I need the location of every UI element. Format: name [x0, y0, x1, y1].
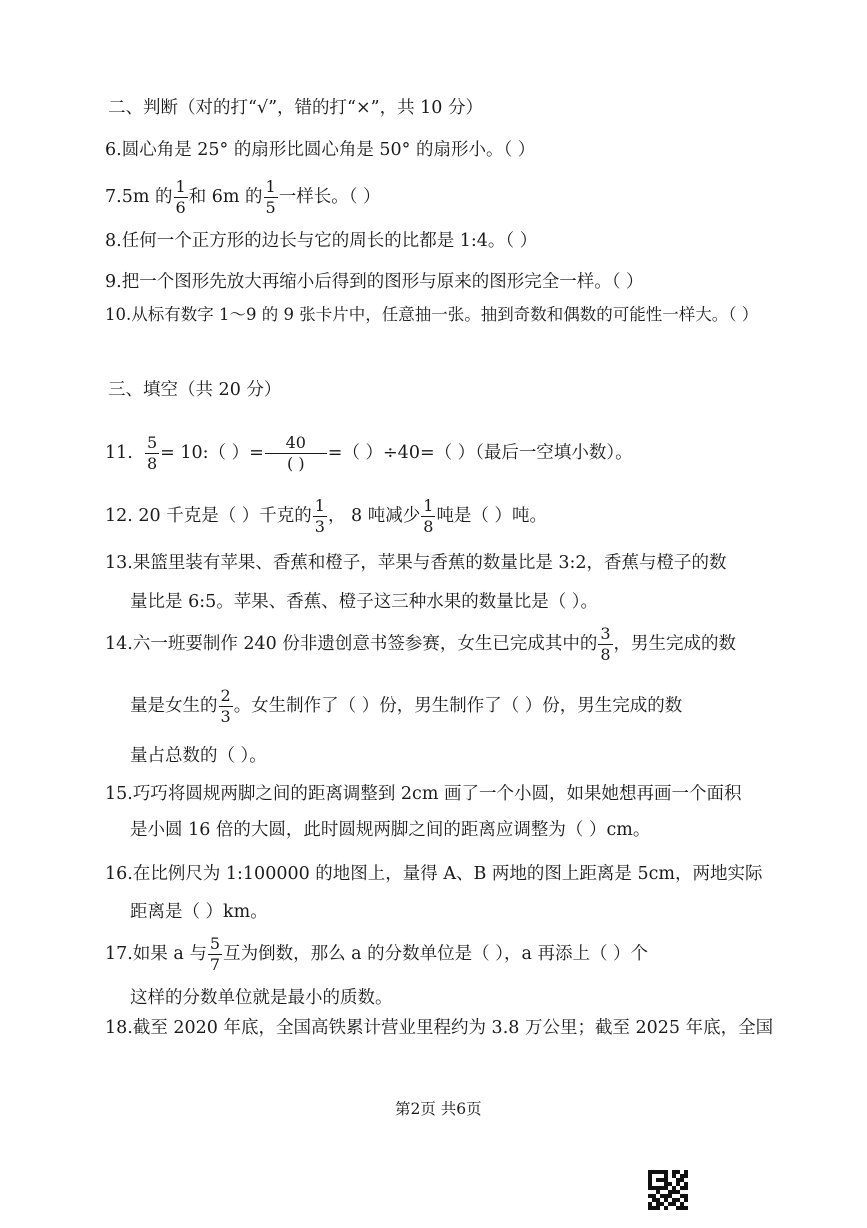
question-18: 18.截至 2020 年底，全国高铁累计营业里程约为 3.8 万公里；截至 2025 年底，全国 — [105, 1018, 774, 1038]
question-14-line-1: 14.六一班要制作 240 份非遗创意书签参赛，女生已完成其中的 $\frac{3}{8}$ ，男生完成的数 — [105, 624, 737, 664]
fraction-2-3: $\frac{2}{3}$ — [220, 686, 231, 726]
section-3-heading: 三、填空（共 20 分） — [108, 380, 282, 400]
fraction-5-7: $\frac{5}{7}$ — [209, 934, 221, 974]
question-16-line-2: 距离是（ ）km。 — [130, 902, 268, 922]
question-7: 7.5m 的 $\frac{1}{6}$ 和 6m 的 $\frac{1}{5}$ 一样长。（ ） — [105, 177, 381, 217]
question-8: 8.任何一个正方形的边长与它的周长的比都是 1:4。（ ） — [105, 231, 538, 251]
fraction-3-8: $\frac{3}{8}$ — [600, 624, 611, 664]
fraction-1-5: $\frac{1}{5}$ — [265, 177, 276, 217]
question-15-line-2: 是小圆 16 倍的大圆，此时圆规两脚之间的距离应调整为（ ）cm。 — [130, 820, 651, 840]
question-13-line-2: 量比是 6:5。苹果、香蕉、橙子这三种水果的数量比是（ ）。 — [130, 592, 599, 612]
question-17-line-1: 17.如果 a 与 $\frac{5}{7}$ 互为倒数，那么 a 的分数单位是（ ），a 再添上（ ）个 — [105, 934, 649, 974]
question-14-line-2: 量是女生的 $\frac{2}{3}$ 。女生制作了（ ）份，男生制作了（ ）份，男生完成的数 — [130, 686, 683, 726]
fraction-1-6: $\frac{1}{6}$ — [175, 177, 186, 217]
question-9: 9.把一个图形先放大再缩小后得到的图形与原来的图形完全一样。（ ） — [105, 272, 644, 292]
fraction-1-3: $\frac{1}{3}$ — [314, 496, 325, 536]
question-14-line-3: 量占总数的（ ）。 — [130, 746, 267, 766]
question-15-line-1: 15.巧巧将圆规两脚之间的距离调整到 2cm 画了一个小圆，如果她想再画一个面积 — [105, 784, 742, 804]
question-12: 12. 20 千克是（ ）千克的 $\frac{1}{3}$ ， 8 吨减少 $\frac{1}{8}$ 吨是（ ）吨。 — [105, 496, 547, 536]
question-10: 10.从标有数字 1～9 的 9 张卡片中，任意抽一张。抽到奇数和偶数的可能性一样大。（ ） — [105, 305, 759, 324]
fraction-40-blank: $\frac{40}{( )}$ — [265, 435, 327, 472]
fraction-1-8: $\frac{1}{8}$ — [423, 496, 434, 536]
page-footer: 第2页 共6页 — [395, 1100, 482, 1118]
section-2-heading: 二、判断（对的打“√”，错的打“×”，共 10 分） — [108, 98, 483, 118]
qr-code-icon — [648, 1170, 688, 1210]
fraction-5-8: $\frac{5}{8}$ — [146, 433, 158, 473]
question-13-line-1: 13.果篮里装有苹果、香蕉和橙子，苹果与香蕉的数量比是 3:2，香蕉与橙子的数 — [105, 553, 727, 573]
question-17-line-2: 这样的分数单位就是最小的质数。 — [130, 988, 393, 1008]
question-6: 6.圆心角是 25° 的扇形比圆心角是 50° 的扇形小。（ ） — [105, 140, 536, 160]
question-16-line-1: 16.在比例尺为 1:100000 的地图上，量得 A、B 两地的图上距离是 5cm，两地实际 — [105, 864, 763, 884]
question-11: 11. $\frac{5}{8}$ = 10:（ ）= $\frac{40}{( )}$ =（ ）÷40=（ ）（最后一空填小数）。 — [105, 433, 633, 473]
